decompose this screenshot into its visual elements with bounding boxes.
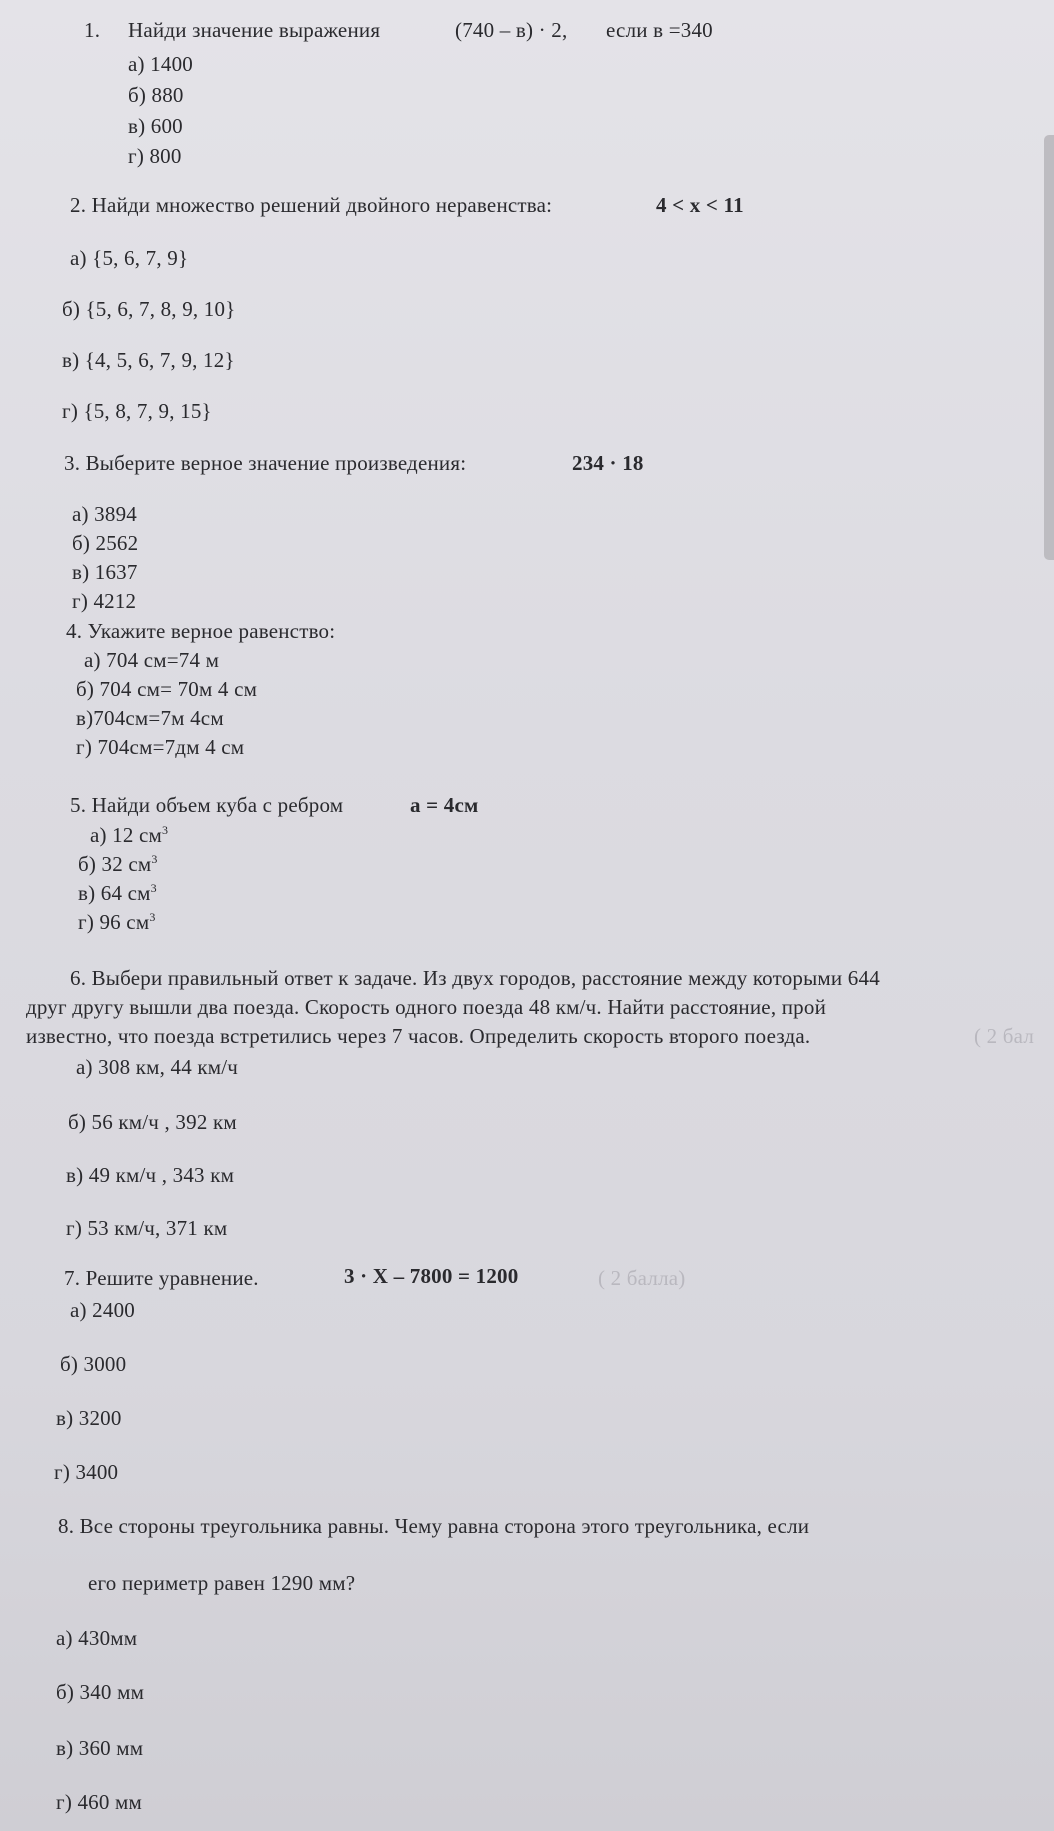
q8-option-b: б) 340 мм [56,1680,145,1704]
q8-option-a: а) 430мм [56,1626,138,1650]
q7-expression: 3 · X – 7800 = 1200 [344,1264,519,1288]
q3-option-d: г) 4212 [72,589,137,613]
q7-option-c: в) 3200 [56,1406,122,1430]
q3-option-b: б) 2562 [72,531,139,555]
q2-option-c: в) {4, 5, 6, 7, 9, 12} [62,348,235,372]
q6-option-d: г) 53 км/ч, 371 км [66,1216,228,1240]
q6-line-3: известно, что поезда встретились через 7 часов. Определить скорость второго поезда. [26,1024,811,1048]
q7-option-b: б) 3000 [60,1352,127,1376]
q8-line-1: 8. Все стороны треугольника равны. Чему равна сторона этого треугольника, если [58,1514,810,1538]
q5-expression: a = 4см [410,793,479,817]
q2-option-a: а) {5, 6, 7, 9} [70,246,189,270]
q2-text: 2. Найди множество решений двойного неравенства: [70,193,553,217]
cube-superscript: 3 [151,852,158,866]
q6-line-2: друг другу вышли два поезда. Скорость одного поезда 48 км/ч. Найти расстояние, прой [26,995,827,1019]
q5-option-c: в) 64 $см^3$ [78,881,157,905]
q6-line-1: 6. Выбери правильный ответ к задаче. Из двух городов, расстояние между которыми 644 [70,966,880,990]
scrollbar-thumb[interactable] [1044,135,1054,560]
cube-superscript: 3 [150,881,157,895]
q3-text: 3. Выберите верное значение произведения: [64,451,467,475]
q6-option-b: б) 56 км/ч , 392 км [68,1110,237,1134]
q5-option-d: г) 96 $см^3$ [78,910,156,934]
q5-option-b: б) 32 $см^3$ [78,852,158,876]
q7-option-d: г) 3400 [54,1460,119,1484]
q1-expression: (740 – в) · 2, [455,18,568,42]
q1-option-d: г) 800 [128,144,182,168]
cube-superscript: 3 [149,910,156,924]
q1-option-c: в) 600 [128,114,183,138]
q7-points: ( 2 балла) [598,1266,686,1290]
q1-condition: если в =340 [606,18,713,42]
q7-text: 7. Решите уравнение. [64,1266,259,1290]
q3-option-c: в) 1637 [72,560,138,584]
q8-option-d: г) 460 мм [56,1790,142,1814]
q3-option-a: а) 3894 [72,502,137,526]
q2-option-d: г) {5, 8, 7, 9, 15} [62,399,212,423]
cube-superscript: 3 [162,823,169,837]
q8-line-2: его периметр равен 1290 мм? [88,1571,356,1595]
q4-text: 4. Укажите верное равенство: [66,619,336,643]
q1-number: 1. [84,18,101,42]
q2-option-b: б) {5, 6, 7, 8, 9, 10} [62,297,236,321]
q4-option-a: а) 704 см=74 м [84,648,220,672]
q5-option-a: а) 12 $см^3$ [90,823,169,847]
q2-expression: 4 < x < 11 [656,193,744,217]
q1-option-a: а) 1400 [128,52,193,76]
q6-option-c: в) 49 км/ч , 343 км [66,1163,235,1187]
q1-option-b: б) 880 [128,83,184,107]
q4-option-d: г) 704см=7дм 4 см [76,735,245,759]
q5-text: 5. Найди объем куба с ребром [70,793,344,817]
q6-points: ( 2 бал [974,1024,1035,1048]
q6-option-a: а) 308 км, 44 км/ч [76,1055,239,1079]
q1-text: Найди значение выражения [128,18,381,42]
q4-option-b: б) 704 см= 70м 4 см [76,677,258,701]
q7-option-a: а) 2400 [70,1298,135,1322]
q4-option-c: в)704см=7м 4см [76,706,224,730]
q3-expression: 234 · 18 [572,451,644,475]
q8-option-c: в) 360 мм [56,1736,144,1760]
